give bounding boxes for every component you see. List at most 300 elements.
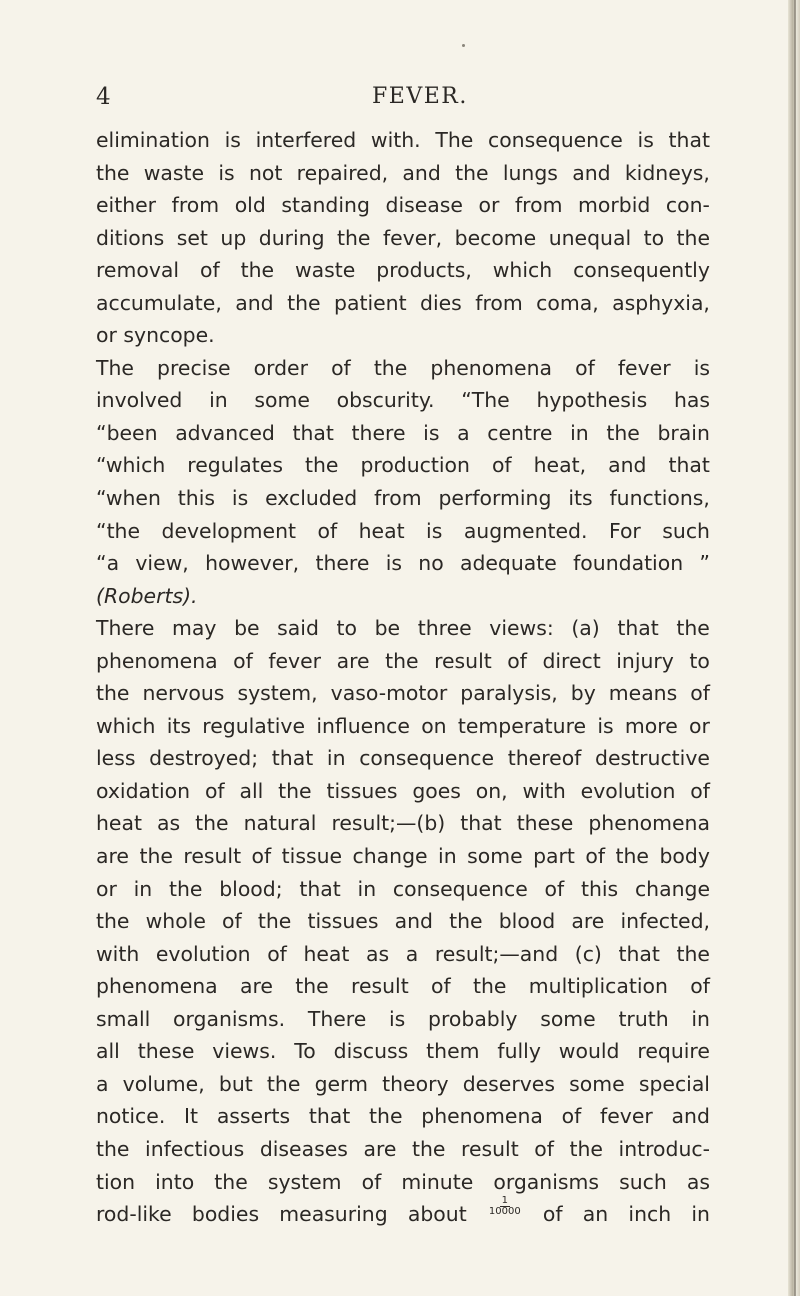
word: phenomena [430, 355, 553, 380]
word: “a [96, 551, 120, 576]
word: (Roberts). [96, 583, 198, 608]
word: that [617, 616, 659, 641]
word: that [460, 811, 502, 836]
text-line [96, 222, 710, 255]
word: fever [600, 1104, 653, 1129]
word: fever, [382, 225, 443, 250]
word: in [570, 420, 589, 445]
word: the [257, 909, 292, 934]
word: the [304, 453, 339, 478]
word: or [689, 713, 710, 738]
text-line [96, 515, 710, 548]
word: and [402, 160, 441, 185]
word: the [266, 1071, 301, 1096]
word: of [331, 355, 351, 380]
text-line [96, 938, 710, 971]
word: There [307, 1006, 367, 1031]
word: as [366, 941, 390, 966]
word: volume, [122, 1071, 205, 1096]
word: production [360, 453, 470, 478]
word: products, [376, 258, 472, 283]
word: of [544, 876, 565, 901]
word: the [676, 616, 710, 641]
text-line [96, 1133, 710, 1166]
word: in [691, 1202, 710, 1227]
word: minute [401, 1169, 474, 1194]
word: system, [237, 681, 318, 706]
word: of [561, 1104, 582, 1129]
word: to [643, 225, 665, 250]
word: lungs [502, 160, 558, 185]
word: or [96, 876, 117, 901]
word: is [423, 420, 440, 445]
word: the [337, 225, 371, 250]
word: by [570, 681, 596, 706]
word: of [507, 648, 527, 673]
word: organisms [493, 1169, 599, 1194]
word: these [516, 811, 574, 836]
word: this [580, 876, 619, 901]
text-line [96, 352, 710, 385]
fraction-denominator: 10000 [488, 1206, 521, 1218]
word: the [569, 1136, 603, 1161]
word: the [278, 778, 312, 803]
word: the [412, 1136, 446, 1161]
word: elimination [96, 128, 210, 152]
word: its [568, 486, 593, 511]
word: which [96, 713, 156, 738]
word: obscurity. [336, 388, 435, 413]
text-line [96, 449, 710, 482]
word: from [475, 290, 523, 315]
word: ” [699, 551, 710, 576]
word: unequal [548, 225, 632, 250]
word: measuring [279, 1202, 388, 1227]
word: organisms. [173, 1006, 286, 1031]
word: is [218, 160, 235, 185]
word: require [637, 1039, 710, 1064]
word: asserts [216, 1104, 291, 1129]
text-line [96, 417, 710, 450]
word: to [689, 648, 710, 673]
word: rod-like [96, 1202, 172, 1227]
word: regulates [187, 453, 283, 478]
word: interfered [255, 128, 357, 152]
word: hypothesis [536, 388, 648, 413]
word: but [218, 1071, 253, 1096]
word: coma, [536, 290, 599, 315]
word: which [492, 258, 553, 283]
word: said [277, 616, 319, 641]
text-line [96, 1195, 710, 1231]
word: consequence [359, 746, 495, 771]
word: result [183, 844, 242, 869]
text-line [96, 189, 710, 222]
word: truth [618, 1006, 669, 1031]
word: and [235, 290, 274, 315]
word: these [137, 1039, 195, 1064]
word: “the [96, 518, 141, 543]
word: heat [303, 941, 350, 966]
word: the [295, 974, 329, 999]
word: “been [96, 420, 158, 445]
word: become [454, 225, 537, 250]
word: development [161, 518, 297, 543]
word: inch [628, 1202, 672, 1227]
word: precise [157, 355, 231, 380]
text-line [96, 319, 710, 352]
word: blood [498, 909, 556, 934]
text-line [96, 124, 710, 157]
word: this [177, 486, 216, 511]
word: (a) [571, 616, 600, 641]
word: tissues [326, 778, 398, 803]
word: result;—and [434, 941, 559, 966]
word: up [220, 225, 247, 250]
text-line [96, 840, 710, 873]
word: result [461, 1136, 519, 1161]
word: views: [489, 616, 554, 641]
word: the [96, 909, 130, 934]
word: the [139, 844, 173, 869]
word: phenomena [421, 1104, 543, 1129]
word: means [608, 681, 678, 706]
word: infectious [145, 1136, 245, 1161]
fraction-numerator: 1 [501, 1195, 508, 1207]
word: phenomena [588, 811, 710, 836]
word: all [96, 1039, 120, 1064]
word: infected, [620, 909, 710, 934]
word: that [299, 876, 341, 901]
word: and [572, 160, 611, 185]
word: would [558, 1039, 620, 1064]
word: The [96, 355, 134, 380]
word: the [473, 974, 507, 999]
word: three [417, 616, 472, 641]
word: has [673, 388, 710, 413]
word: of [690, 681, 710, 706]
word: centre [487, 420, 553, 445]
word: of [199, 258, 220, 283]
word: morbid [578, 193, 651, 218]
word: result [434, 648, 492, 673]
word: in [326, 746, 346, 771]
word: in [438, 844, 457, 869]
word: of [431, 974, 451, 999]
word: deserves [462, 1071, 555, 1096]
word: the [168, 876, 203, 901]
word: heat [358, 518, 405, 543]
word: such [662, 518, 710, 543]
word: the [287, 290, 321, 315]
page-speck [462, 44, 465, 47]
word: into [155, 1169, 195, 1194]
body-text [96, 124, 710, 1231]
word: or [478, 193, 500, 218]
word: that [668, 453, 710, 478]
word: heat, [533, 453, 587, 478]
word: regulative [202, 713, 306, 738]
word: heat [96, 811, 142, 836]
word: system [267, 1169, 342, 1194]
word: destructive [595, 746, 710, 771]
word: set [176, 225, 208, 250]
word: the [240, 258, 275, 283]
page-edge-line [794, 0, 796, 1296]
page-number: 4 [96, 84, 112, 110]
word: the [385, 648, 419, 673]
word: probably [428, 1006, 518, 1031]
word: germ [314, 1071, 368, 1096]
word: views. [212, 1039, 277, 1064]
text-line [96, 1003, 710, 1036]
word: fever [268, 648, 322, 673]
word: goes [412, 778, 461, 803]
word: is [693, 355, 710, 380]
word: view, [135, 551, 189, 576]
text-line [96, 775, 710, 808]
word: phenomena [96, 648, 218, 673]
word: the [195, 811, 229, 836]
word: are [336, 648, 370, 673]
word: notice. [96, 1104, 166, 1129]
word: result;—(b) [331, 811, 446, 836]
word: about [407, 1202, 467, 1227]
word: injury [616, 648, 674, 673]
word: may [172, 616, 217, 641]
word: an [582, 1202, 609, 1227]
word: change [352, 844, 428, 869]
word: from [374, 486, 422, 511]
text-line [96, 807, 710, 840]
word: performing [438, 486, 552, 511]
word: some [467, 844, 523, 869]
word: the [676, 225, 710, 250]
word: kidneys, [624, 160, 710, 185]
word: bodies [191, 1202, 260, 1227]
word: foundation [573, 551, 684, 576]
word: them [426, 1039, 480, 1064]
word: the [676, 941, 710, 966]
word: either [96, 193, 157, 218]
word: of [534, 1136, 554, 1161]
word: theory [382, 1071, 449, 1096]
word: fever [617, 355, 671, 380]
word: consequence [392, 876, 528, 901]
word: its [166, 713, 191, 738]
word: the [96, 160, 130, 185]
word: of [690, 974, 710, 999]
word: of [491, 453, 512, 478]
word: advanced [175, 420, 275, 445]
word: “when [96, 486, 161, 511]
word: there [315, 551, 370, 576]
word: introduc- [618, 1136, 710, 1161]
word: the [455, 160, 489, 185]
word: phenomena [96, 974, 218, 999]
word: order [253, 355, 308, 380]
word: is [597, 713, 614, 738]
page-header [0, 84, 800, 114]
word: on [421, 713, 447, 738]
word: diseases [259, 1136, 348, 1161]
word: standing [281, 193, 370, 218]
text-line [96, 1166, 710, 1199]
word: some [540, 1006, 596, 1031]
word: is [637, 128, 654, 152]
fraction [487, 1196, 523, 1229]
word: as [686, 1169, 710, 1194]
word: tion [96, 1169, 136, 1194]
word: during [258, 225, 325, 250]
word: the [606, 420, 640, 445]
word: augmented. [463, 518, 588, 543]
word: functions, [609, 486, 710, 511]
word: the [449, 909, 483, 934]
word: more [624, 713, 678, 738]
word: part [533, 844, 575, 869]
word: there [351, 420, 406, 445]
text-line [96, 1068, 710, 1101]
word: that [618, 941, 660, 966]
word: tissues [307, 909, 379, 934]
word: or [96, 323, 117, 348]
word: in [209, 388, 228, 413]
word: the [214, 1169, 248, 1194]
word: are [571, 909, 605, 934]
word: oxidation [96, 778, 191, 803]
word: of [204, 778, 225, 803]
word: of [542, 1202, 563, 1227]
word: of [317, 518, 338, 543]
word: that [292, 420, 334, 445]
word: dies [420, 290, 462, 315]
word: from [171, 193, 220, 218]
word: is [385, 551, 402, 576]
word: the [615, 844, 649, 869]
word: body [659, 844, 710, 869]
word: direct [542, 648, 601, 673]
word: the [369, 1104, 403, 1129]
text-line [96, 580, 710, 613]
text-line [96, 287, 710, 320]
word: asphyxia, [612, 290, 710, 315]
word: is [426, 518, 443, 543]
word: that [668, 128, 710, 152]
word: such [619, 1169, 667, 1194]
word: consequently [573, 258, 710, 283]
word: of [251, 844, 272, 869]
word: paralysis, [460, 681, 558, 706]
word: all [239, 778, 264, 803]
word: vaso-motor [330, 681, 448, 706]
text-line [96, 970, 710, 1003]
text-line [96, 677, 710, 710]
word: are [96, 844, 129, 869]
word: influence [316, 713, 410, 738]
word: brain [657, 420, 710, 445]
word: of [222, 909, 242, 934]
word: with. [370, 128, 421, 152]
text-line [96, 157, 710, 190]
word: with [522, 778, 566, 803]
word: some [569, 1071, 625, 1096]
word: is [231, 486, 249, 511]
word: as [156, 811, 181, 836]
text-line [96, 1035, 710, 1068]
word: temperature [457, 713, 587, 738]
word: To [294, 1039, 316, 1064]
text-line [96, 1100, 710, 1133]
word: consequence [487, 128, 623, 152]
word: be [374, 616, 401, 641]
word: and [608, 453, 647, 478]
word: be [234, 616, 260, 641]
word: less [96, 746, 136, 771]
word: are [239, 974, 273, 999]
word: special [638, 1071, 710, 1096]
word: nervous [142, 681, 225, 706]
word: old [234, 193, 266, 218]
word: ditions [96, 225, 165, 250]
word: the [96, 681, 130, 706]
word: repaired, [296, 160, 389, 185]
text-line [96, 482, 710, 515]
word: to [336, 616, 357, 641]
word: a [96, 1071, 109, 1096]
word: in [691, 1006, 710, 1031]
word: not [248, 160, 283, 185]
word: accumulate, [96, 290, 222, 315]
word: with [96, 941, 140, 966]
word: from [515, 193, 563, 218]
word: is [389, 1006, 406, 1031]
word: evolution [580, 778, 676, 803]
word: The [435, 128, 474, 152]
word: removal [96, 258, 180, 283]
word: destroyed; [149, 746, 259, 771]
word: of [690, 778, 710, 803]
word: in [357, 876, 377, 901]
word: some [254, 388, 310, 413]
word: multiplication [528, 974, 668, 999]
word: no [418, 551, 444, 576]
word: is [224, 128, 241, 152]
text-line [96, 710, 710, 743]
word: natural [243, 811, 317, 836]
word: and [671, 1104, 710, 1129]
word: the [373, 355, 408, 380]
word: waste [143, 160, 205, 185]
text-line [96, 742, 710, 775]
word: involved [96, 388, 183, 413]
word: in [133, 876, 153, 901]
word: disease [385, 193, 463, 218]
word: the [96, 1136, 130, 1161]
word: a [457, 420, 470, 445]
word: It [184, 1104, 199, 1129]
word: and [394, 909, 433, 934]
word: of [233, 648, 253, 673]
word: of [575, 355, 595, 380]
word: (c) [574, 941, 602, 966]
word: There [96, 616, 155, 641]
word: thereof [507, 746, 582, 771]
word: “which [96, 453, 166, 478]
word: excluded [265, 486, 358, 511]
word: waste [294, 258, 356, 283]
word: con- [665, 193, 710, 218]
